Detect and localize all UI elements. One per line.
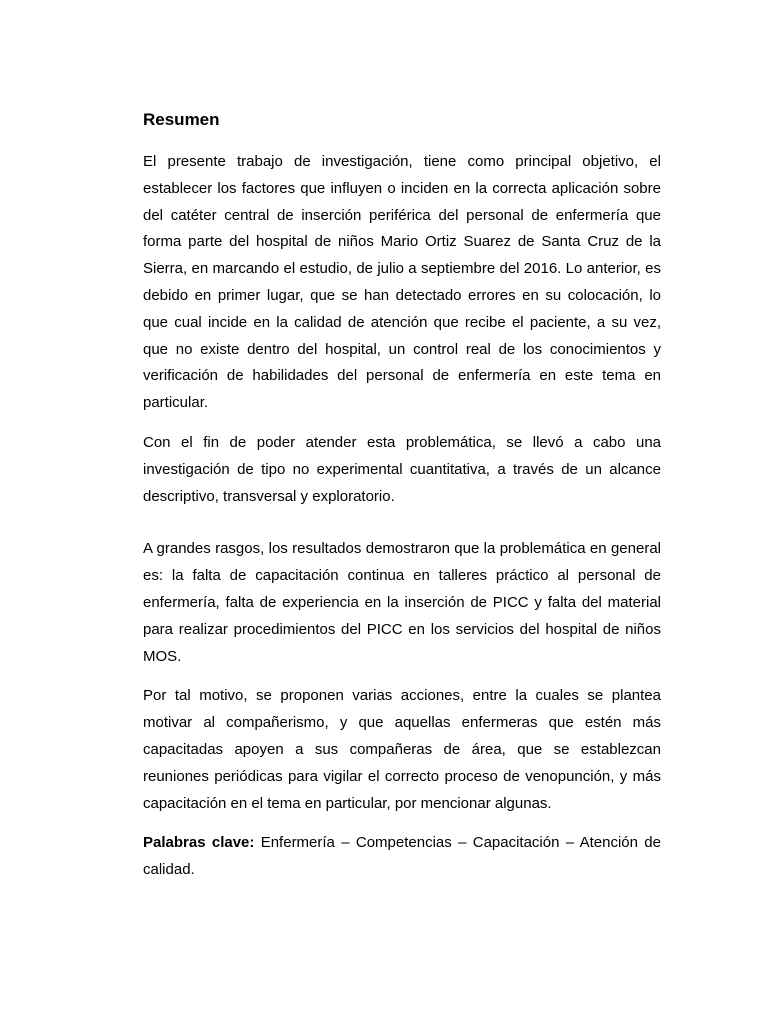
keywords-label: Palabras clave:	[143, 834, 255, 852]
section-heading: Resumen	[143, 110, 220, 129]
abstract-section	[143, 108, 661, 884]
keywords-text: Enfermería – Competencias – Capacitación – Atención de calidad.	[143, 834, 661, 879]
abstract-paragraph-2: Con el fin de poder atender esta problemática, se llevó a cabo una investigación de tipo no experimental cuantitativa, a través de un alcance descriptivo, transversal y exploratorio.	[143, 433, 661, 505]
abstract-paragraph-4: Por tal motivo, se proponen varias acciones, entre la cuales se plantea motivar al compañerismo, y que aquellas enfermeras que estén más capacitadas apoyen a sus compañeras de área, que se establezcan reuniones periódicas para vigilar el correcto proceso de venopunción, y más capacitación en el tema en particular, por mencionar algunas.	[143, 687, 661, 812]
abstract-paragraph-1: El presente trabajo de investigación, tiene como principal objetivo, el establecer los factores que influyen o inciden en la correcta aplicación sobre del catéter central de inserción periférica del personal de enfermería que forma parte del hospital de niños Mario Ortiz Suarez de Santa Cruz de la Sierra, en marcando el estudio, de julio a septiembre del 2016. Lo anterior, es debido en primer lugar, que se han detectado errores en su colocación, lo que cual incide en la calidad de atención que recibe el paciente, a su vez, que no existe dentro del hospital, un control real de los conocimientos y verificación de habilidades del personal de enfermería en este tema en particular.	[143, 153, 661, 412]
keywords-line	[143, 830, 661, 884]
abstract-paragraph-3: A grandes rasgos, los resultados demostraron que la problemática en general es: la falta de capacitación continua en talleres práctico al personal de enfermería, falta de experiencia en la inserción de PICC y falta del material para realizar procedimientos del PICC en los servicios del hospital de niños MOS.	[143, 540, 661, 665]
